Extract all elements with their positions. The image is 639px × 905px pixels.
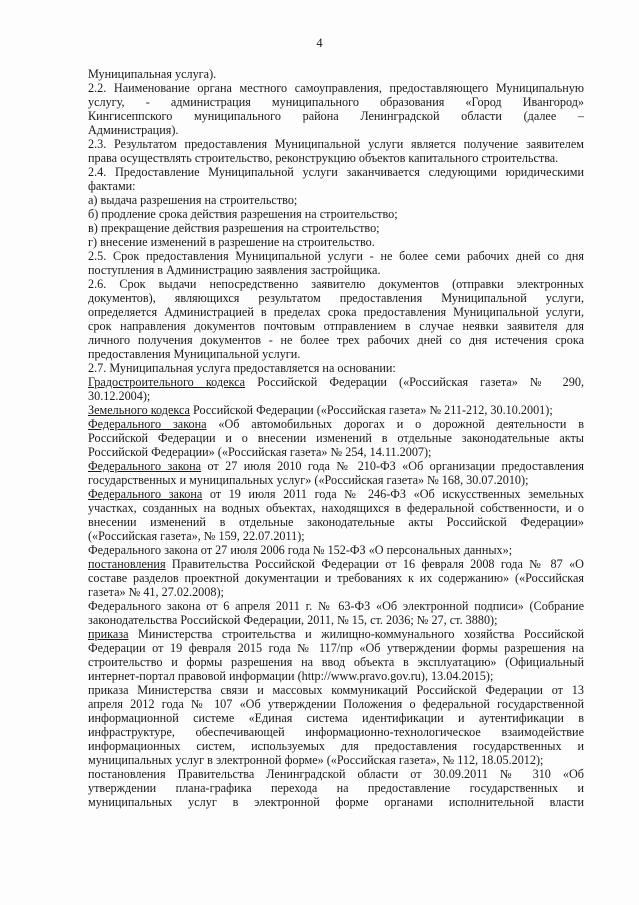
text-line — [88, 739, 584, 753]
text-line — [88, 529, 584, 543]
text-line — [88, 501, 584, 515]
text-run: законодательства Российской Федерации, 2011, № 15, ст. 2036; № 27, ст. 3880); — [88, 613, 498, 627]
paragraph — [88, 403, 584, 417]
text-run: документов), являющихся результатом предоставления Муниципальной услуги, — [88, 291, 584, 305]
text-run: 2.6. Срок выдачи непосредственно заявителю документов (отправки электронных — [88, 277, 584, 291]
paragraph — [88, 221, 584, 235]
text-line — [88, 669, 584, 683]
text-line — [88, 683, 584, 697]
document-reference-link[interactable]: постановления — [88, 557, 166, 571]
document-reference-link[interactable]: Федерального закона — [88, 459, 202, 473]
paragraph — [88, 235, 584, 249]
text-line — [88, 67, 584, 81]
text-run: предоставления Муниципальной услуги. — [88, 347, 301, 361]
text-line — [88, 585, 584, 599]
text-line — [88, 291, 584, 305]
text-line — [88, 711, 584, 725]
text-run: составе разделов проектной документации и требованиях к их содержанию» («Российская — [88, 571, 584, 585]
paragraph — [88, 137, 584, 165]
text-line — [88, 235, 584, 249]
text-run: определяется Администрацией в пределах срока предоставления Муниципальной услуги, — [88, 305, 584, 319]
text-run: 2.2. Наименование органа местного самоуправления, предоставляющего Муниципальную — [88, 81, 584, 95]
text-line — [88, 361, 584, 375]
paragraph — [88, 193, 584, 207]
text-line — [88, 627, 584, 641]
text-line — [88, 753, 584, 767]
text-line — [88, 81, 584, 95]
text-run: г) внесение изменений в разрешение на строительство. — [88, 235, 375, 249]
text-line — [88, 123, 584, 137]
text-run: инфраструктуре, обеспечивающей информационно-технологическое взаимодействие — [88, 725, 584, 739]
document-reference-link[interactable]: Градостроительного кодекса — [88, 375, 246, 389]
paragraph — [88, 361, 584, 375]
paragraph — [88, 487, 584, 543]
text-line — [88, 277, 584, 291]
text-run: 2.4. Предоставление Муниципальной услуги заканчивается следующими юридическими — [88, 165, 584, 179]
text-run: Администрация). — [88, 123, 179, 137]
text-line — [88, 109, 584, 123]
text-line — [88, 515, 584, 529]
text-run: от 19 июля 2011 года № 246-ФЗ «Об искусственных земельных — [202, 487, 584, 501]
paragraph — [88, 165, 584, 193]
text-run: 2.3. Результатом предоставления Муниципальной услуги является получение заявителем — [88, 137, 584, 151]
text-run: апреля 2012 года № 107 «Об утверждении Положения о федеральной государственной — [88, 697, 584, 711]
text-line — [88, 599, 584, 613]
paragraph — [88, 627, 584, 683]
text-run: услугу, - администрация муниципального образования «Город Ивангород» — [88, 95, 584, 109]
text-run: от 27 июля 2010 года № 210-ФЗ «Об организации предоставления — [201, 459, 584, 473]
text-run: 2.7. Муниципальная услуга предоставляется на основании: — [88, 361, 396, 375]
text-line — [88, 613, 584, 627]
text-run: Муниципальная услуга). — [88, 67, 217, 81]
text-run: Правительства Российской Федерации от 16 февраля 2008 года № 87 «О — [165, 557, 584, 571]
paragraph — [88, 557, 584, 599]
text-run: поступления в Администрацию заявления застройщика. — [88, 263, 381, 277]
text-run: внесении изменений в отдельные законодательные акты Российской Федерации» — [88, 515, 584, 529]
text-line — [88, 431, 584, 445]
text-run: строительство и формы разрешения на ввод объекта в эксплуатацию» (Официальный — [88, 655, 584, 669]
page-number: 4 — [316, 36, 323, 50]
text-line — [88, 487, 584, 501]
text-run: Российской Федерации и о внесении изменений в отдельные законодательные акты — [88, 431, 584, 445]
text-run: муниципальных услуг в электронной форме органами исполнительной власти — [88, 795, 584, 809]
text-run: приказа Министерства связи и массовых коммуникаций Российской Федерации от 13 — [88, 683, 584, 697]
text-line — [88, 543, 584, 557]
text-run: б) продление срока действия разрешения на строительство; — [88, 207, 398, 221]
text-line — [88, 459, 584, 473]
text-line — [88, 207, 584, 221]
text-line — [88, 557, 584, 571]
text-run: Российской Федерации» («Российская газета» № 254, 14.11.2007); — [88, 445, 432, 459]
text-run: а) выдача разрешения на строительство; — [88, 193, 298, 207]
document-reference-link[interactable]: Земельного кодекса — [88, 403, 190, 417]
text-line — [88, 333, 584, 347]
text-run: постановления Правительства Ленинградской области от 30.09.2011 № 310 «Об — [88, 767, 584, 781]
text-run: в) прекращение действия разрешения на строительство; — [88, 221, 380, 235]
text-line — [88, 151, 584, 165]
text-line — [88, 641, 584, 655]
text-run: («Российская газета», № 159, 22.07.2011); — [88, 529, 305, 543]
text-line — [88, 403, 584, 417]
text-run: Федерации от 19 февраля 2015 года № 117/пр «Об утверждении формы разрешения на — [88, 641, 584, 655]
text-run: Федерального закона от 27 июля 2006 года № 152-ФЗ «О персональных данных»; — [88, 543, 513, 557]
text-line — [88, 725, 584, 739]
text-run: права осуществлять строительство, реконструкцию объектов капитального строительства. — [88, 151, 559, 165]
text-line — [88, 193, 584, 207]
paragraph — [88, 277, 584, 361]
text-line — [88, 767, 584, 781]
text-line — [88, 655, 584, 669]
paragraph — [88, 767, 584, 809]
text-run: информационных систем, используемых для предоставления государственных и — [88, 739, 584, 753]
text-run: государственных и муниципальных услуг» («Российская газета» № 168, 30.07.2010); — [88, 473, 529, 487]
text-run: «Об автомобильных дорогах и о дорожной деятельности в — [206, 417, 584, 431]
text-line — [88, 249, 584, 263]
text-line — [88, 781, 584, 795]
text-line — [88, 375, 584, 389]
paragraph — [88, 683, 584, 767]
text-line — [88, 389, 584, 403]
text-line — [88, 417, 584, 431]
text-line — [88, 165, 584, 179]
text-run: газета» № 41, 27.02.2008); — [88, 585, 224, 599]
paragraph — [88, 417, 584, 459]
text-run: участках, созданных на водных объектах, находящихся в федеральной собственности, и о — [88, 501, 584, 515]
paragraph — [88, 375, 584, 403]
text-line — [88, 795, 584, 809]
text-line — [88, 571, 584, 585]
document-body — [88, 67, 584, 809]
text-run: Федерального закона от 6 апреля 2011 г. № 63-ФЗ «Об электронной подписи» (Собрание — [88, 599, 584, 613]
text-line — [88, 305, 584, 319]
text-line — [88, 347, 584, 361]
text-run: Кингисеппского муниципального района Ленинградской области (далее – — [88, 109, 584, 123]
text-run: 2.5. Срок предоставления Муниципальной услуги - не более семи рабочих дней со дня — [88, 249, 584, 263]
paragraph — [88, 249, 584, 277]
text-line — [88, 697, 584, 711]
document-reference-link[interactable]: Федерального закона — [88, 487, 203, 501]
text-run: 30.12.2004); — [88, 389, 151, 403]
text-run: личного получения документов - не более трех рабочих дней со дня истечения срока — [88, 333, 584, 347]
text-run: фактами: — [88, 179, 136, 193]
paragraph — [88, 599, 584, 627]
paragraph — [88, 81, 584, 137]
document-reference-link[interactable]: приказа — [88, 627, 129, 641]
text-run: муниципальных услуг в электронной форме» («Российская газета», № 112, 18.05.2012); — [88, 753, 544, 767]
text-run: Министерства строительства и жилищно-коммунального хозяйства Российской — [128, 627, 584, 641]
paragraph — [88, 543, 584, 557]
text-run: срок направления документов почтовым отправлением в случае неявки заявителя для — [88, 319, 584, 333]
text-line — [88, 473, 584, 487]
paragraph — [88, 67, 584, 81]
text-line — [88, 137, 584, 151]
text-line — [88, 319, 584, 333]
text-line — [88, 179, 584, 193]
text-line — [88, 95, 584, 109]
text-run: Российской Федерации («Российская газета» № 211-212, 30.10.2001); — [189, 403, 553, 417]
text-run: информационной системе «Единая система идентификации и аутентификации в — [88, 711, 584, 725]
text-run: Российской Федерации («Российская газета» № 290, — [245, 375, 585, 389]
text-line — [88, 263, 584, 277]
paragraph — [88, 459, 584, 487]
text-line — [88, 445, 584, 459]
paragraph — [88, 207, 584, 221]
text-run: утверждении плана-графика перехода на предоставление государственных и — [88, 781, 584, 795]
document-reference-link[interactable]: Федерального закона — [88, 417, 207, 431]
text-run: интернет-портал правовой информации (http://www.pravo.gov.ru), 13.04.2015); — [88, 669, 494, 683]
text-line — [88, 221, 584, 235]
